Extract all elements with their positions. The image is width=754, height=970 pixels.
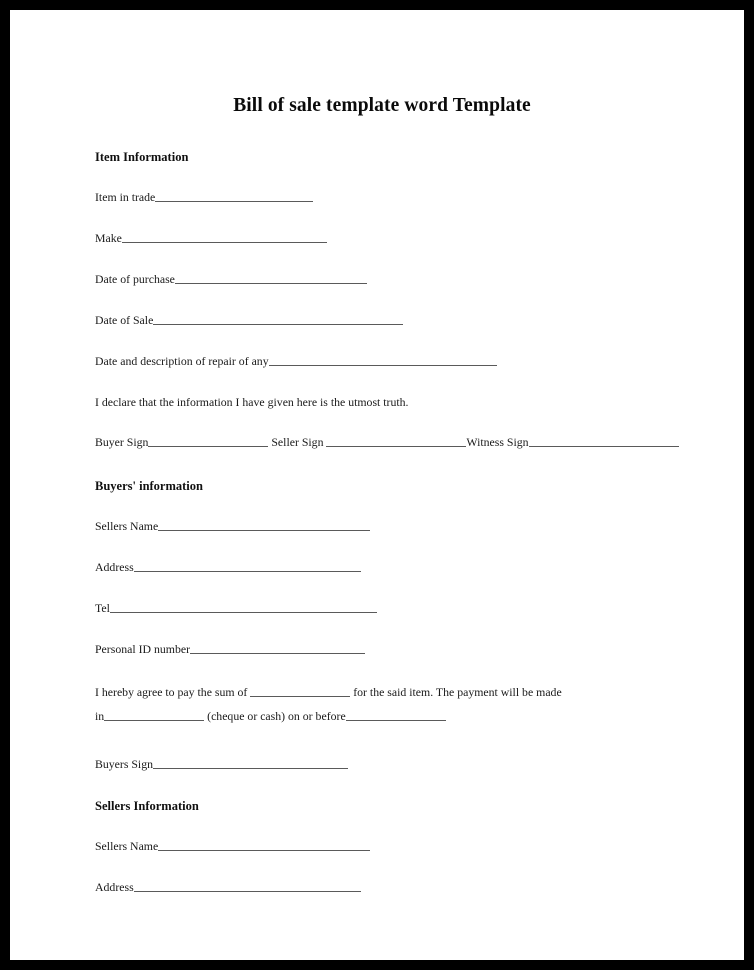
- payment-text-part3: in: [95, 708, 105, 723]
- field-blank-line[interactable]: [269, 356, 497, 365]
- signature-row: [10, 409, 744, 450]
- field-label: Sellers Name: [95, 518, 159, 533]
- field-make: [10, 204, 744, 245]
- field-label: Sellers Name: [95, 839, 159, 853]
- payment-date-blank-line[interactable]: [346, 711, 446, 720]
- seller-sign-label: Seller Sign: [268, 434, 327, 449]
- seller-sign-blank-line[interactable]: [326, 437, 466, 446]
- section-heading-buyers-information: Buyers' information: [95, 478, 203, 493]
- field-blank-line[interactable]: [153, 760, 348, 769]
- field-label: Date of Sale: [95, 312, 154, 327]
- payment-text-part4: (cheque or cash) on or before: [204, 708, 346, 723]
- field-blank-line[interactable]: [155, 193, 313, 202]
- field-date-and-description-of-repair: [10, 327, 744, 368]
- field-blank-line[interactable]: [158, 842, 370, 851]
- field-buyers-address: [10, 533, 744, 574]
- field-label: Date and description of repair of any: [95, 353, 269, 368]
- buyer-sign-blank-line[interactable]: [148, 437, 268, 446]
- field-buyers-sign: [10, 728, 744, 771]
- payment-text-part2: for the said item. The payment will be made: [350, 684, 562, 699]
- field-buyers-tel: [10, 574, 744, 615]
- field-sellers-address: [10, 853, 744, 894]
- field-blank-line[interactable]: [122, 233, 327, 242]
- witness-sign-label: Witness Sign: [466, 434, 529, 449]
- field-blank-line[interactable]: [153, 315, 403, 324]
- field-label: Personal ID number: [95, 641, 191, 656]
- declaration-text: I declare that the information I have given here is the utmost truth.: [95, 394, 409, 409]
- section-heading-sellers-information: Sellers Information: [95, 799, 199, 813]
- field-label: Make: [95, 230, 122, 245]
- field-item-in-trade: [10, 165, 744, 204]
- field-date-of-sale: [10, 286, 744, 327]
- field-label: Address: [95, 879, 134, 894]
- field-label: Date of purchase: [95, 271, 175, 286]
- field-blank-line[interactable]: [110, 603, 377, 612]
- page-title: Bill of sale template word Template: [233, 95, 531, 116]
- payment-amount-blank-line[interactable]: [250, 687, 350, 696]
- field-blank-line[interactable]: [134, 562, 361, 571]
- field-blank-line[interactable]: [134, 882, 361, 891]
- document-page: [10, 10, 744, 960]
- field-personal-id-number: [10, 615, 744, 656]
- field-sellers-name: [10, 814, 744, 853]
- field-label: Buyers Sign: [95, 757, 154, 772]
- field-blank-line[interactable]: [190, 644, 365, 653]
- field-label: Tel: [95, 600, 110, 615]
- payment-agreement-paragraph: [10, 656, 744, 728]
- field-date-of-purchase: [10, 245, 744, 286]
- payment-method-blank-line[interactable]: [104, 711, 204, 720]
- payment-text-part1: I hereby agree to pay the sum of: [95, 684, 251, 699]
- field-label: Address: [95, 559, 134, 574]
- witness-sign-blank-line[interactable]: [529, 437, 679, 446]
- field-blank-line[interactable]: [175, 274, 367, 283]
- field-buyers-sellers-name: [10, 494, 744, 533]
- buyer-sign-label: Buyer Sign: [95, 434, 149, 449]
- document-body: [10, 10, 744, 894]
- field-blank-line[interactable]: [158, 521, 370, 530]
- section-heading-item-information: Item Information: [95, 150, 189, 164]
- field-label: Item in trade: [95, 190, 156, 204]
